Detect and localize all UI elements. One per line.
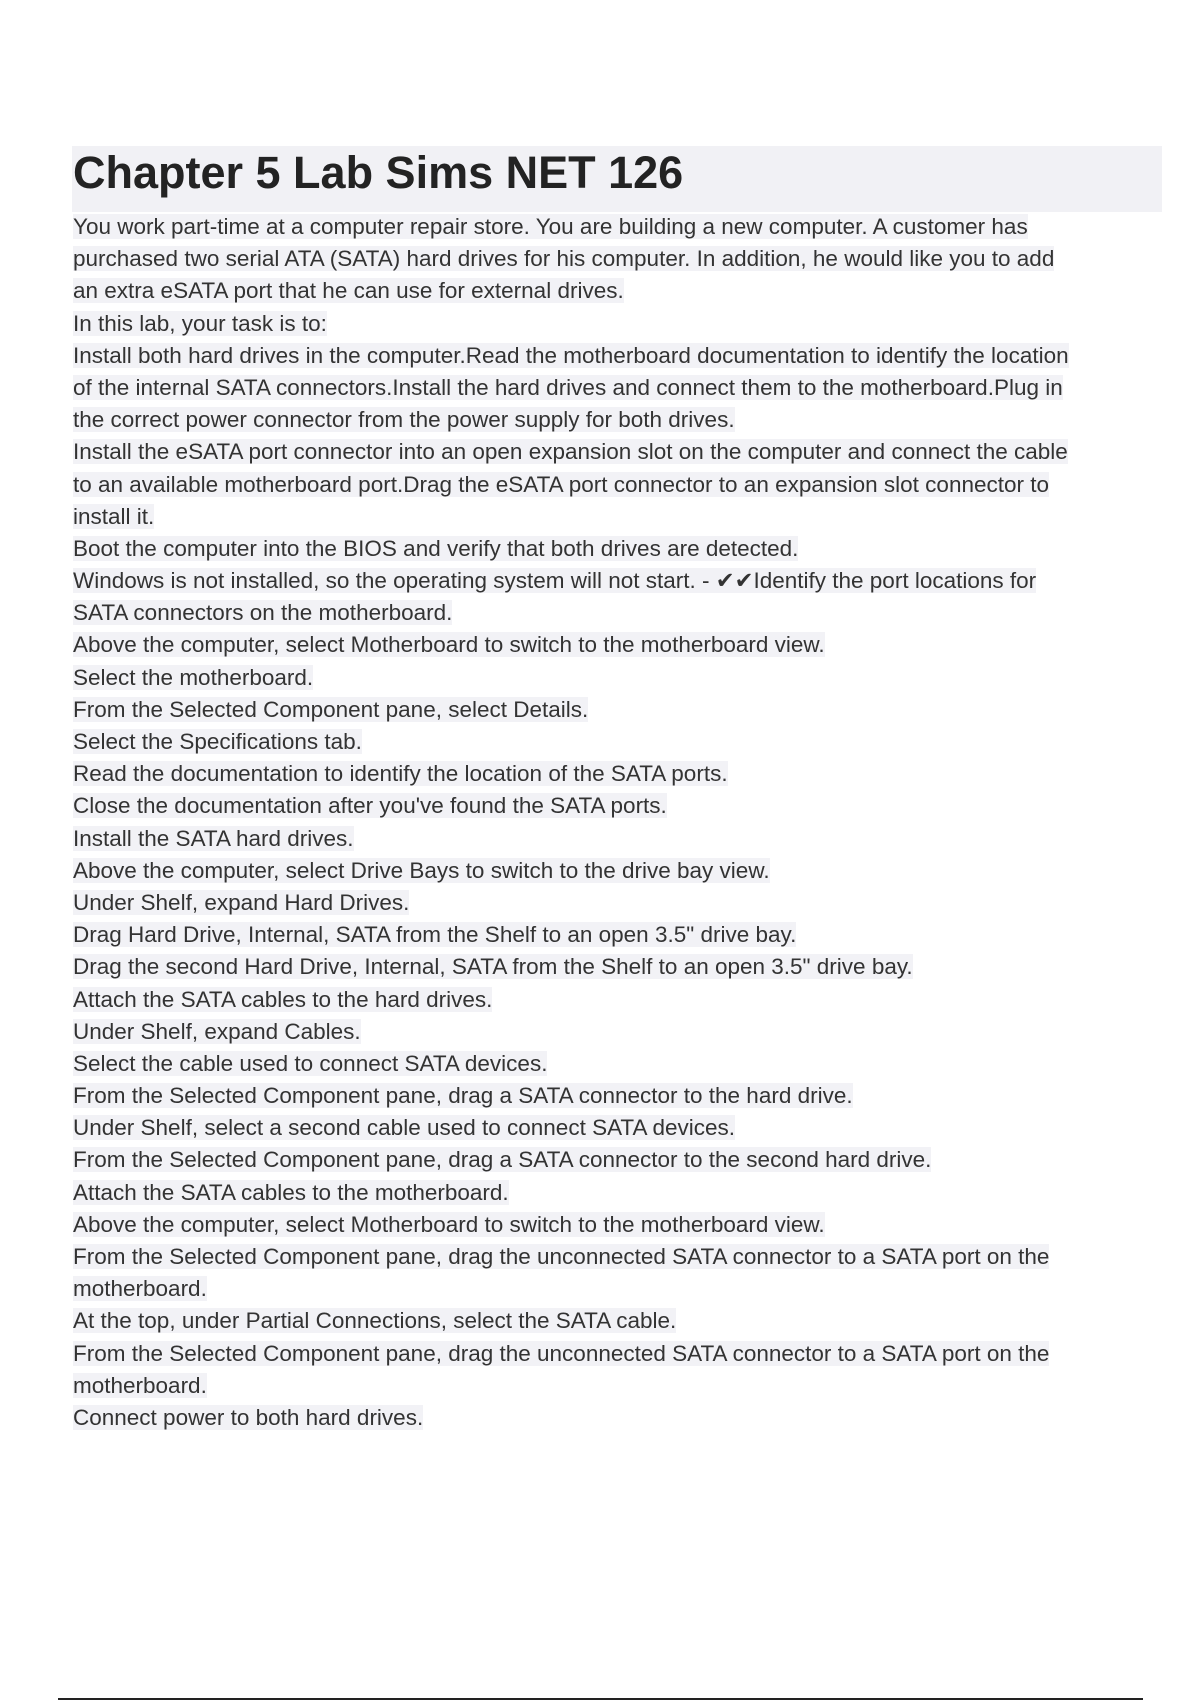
text-line (73, 565, 1163, 597)
text-line (73, 1273, 1163, 1305)
text-line-content: SATA connectors on the motherboard. (73, 600, 453, 626)
text-line-content: From the Selected Component pane, drag a SATA connector to the hard drive. (73, 1083, 853, 1109)
text-line-content: From the Selected Component pane, select Details. (73, 696, 589, 722)
text-line-content: Above the computer, select Drive Bays to switch to the drive bay view. (73, 857, 770, 883)
text-line (73, 823, 1163, 855)
text-line (73, 501, 1163, 533)
text-line-content: Select the Specifications tab. (73, 729, 362, 754)
text-line-content: Install the eSATA port connector into an open expansion slot on the computer and connect the cable (73, 439, 1068, 465)
text-line (73, 662, 1163, 694)
text-line-content: motherboard. (73, 1276, 207, 1302)
text-line (73, 340, 1163, 372)
text-line (73, 726, 1163, 758)
text-line-content: At the top, under Partial Connections, select the SATA cable. (73, 1308, 677, 1334)
text-line-content: motherboard. (73, 1372, 207, 1398)
text-line-content: Above the computer, select Motherboard to switch to the motherboard view. (73, 1211, 825, 1237)
text-line (73, 951, 1163, 983)
text-line-content: Drag the second Hard Drive, Internal, SATA from the Shelf to an open 3.5" drive bay. (73, 954, 913, 980)
text-line (73, 597, 1163, 629)
text-line-content: purchased two serial ATA (SATA) hard drives for his computer. In addition, he would like you to add (73, 246, 1055, 272)
text-line (73, 1370, 1163, 1402)
text-line-content: In this lab, your task is to: (73, 310, 327, 336)
text-line (73, 404, 1163, 436)
text-line (73, 1144, 1163, 1176)
text-line (73, 1048, 1163, 1080)
text-line (73, 469, 1163, 501)
text-line (73, 1241, 1163, 1273)
text-line-content: From the Selected Component pane, drag the unconnected SATA connector to a SATA port on the (73, 1340, 1050, 1366)
page-title: Chapter 5 Lab Sims NET 126 (73, 147, 684, 198)
text-line-content: Select the motherboard. (73, 664, 314, 690)
text-line (73, 1209, 1163, 1241)
text-line (73, 1305, 1163, 1337)
text-line-content: an extra eSATA port that he can use for external drives. (73, 278, 624, 304)
text-line (73, 790, 1163, 822)
text-line (73, 919, 1163, 951)
text-line (73, 372, 1163, 404)
text-line-content: Attach the SATA cables to the motherboard. (73, 1179, 509, 1205)
text-line (73, 758, 1163, 790)
text-line-content: Read the documentation to identify the location of the SATA ports. (73, 761, 728, 787)
text-line (73, 1080, 1163, 1112)
text-line-content: Drag Hard Drive, Internal, SATA from the Shelf to an open 3.5" drive bay. (73, 922, 797, 948)
text-line-content: Close the documentation after you've found the SATA ports. (73, 793, 667, 819)
text-line-content: of the internal SATA connectors.Install the hard drives and connect them to the motherboard.Plug in (73, 374, 1063, 400)
text-line-content: Select the cable used to connect SATA devices. (73, 1050, 548, 1076)
text-line (73, 887, 1163, 919)
text-line-content: Under Shelf, expand Hard Drives. (73, 889, 410, 915)
text-line (73, 308, 1163, 340)
text-line (73, 533, 1163, 565)
text-line-content: Install both hard drives in the computer.Read the motherboard documentation to identify the location (73, 342, 1069, 368)
text-line-content: From the Selected Component pane, drag a SATA connector to the second hard drive. (73, 1147, 932, 1173)
text-line (73, 855, 1163, 887)
text-line-content: Boot the computer into the BIOS and verify that both drives are detected. (73, 535, 799, 561)
text-line-content: Install the SATA hard drives. (73, 825, 354, 851)
text-line-content: install it. (73, 503, 155, 529)
text-line-content: Under Shelf, select a second cable used to connect SATA devices. (73, 1115, 736, 1141)
text-line (73, 1177, 1163, 1209)
document-body (73, 211, 1163, 1434)
text-line (73, 984, 1163, 1016)
text-line (73, 1112, 1163, 1144)
text-line (73, 436, 1163, 468)
text-line-content: You work part-time at a computer repair store. You are building a new computer. A customer has (73, 214, 1028, 239)
text-line (73, 1402, 1163, 1434)
text-line (73, 211, 1163, 243)
text-line (73, 275, 1163, 307)
text-line-content: Windows is not installed, so the operating system will not start. - ✔✔Identify the port locations for (73, 568, 1037, 594)
text-line-content: Attach the SATA cables to the hard drives. (73, 986, 493, 1012)
text-line-content: Under Shelf, expand Cables. (73, 1018, 361, 1044)
text-line (73, 1016, 1163, 1048)
text-line (73, 629, 1163, 661)
text-line-content: Above the computer, select Motherboard to switch to the motherboard view. (73, 632, 825, 658)
text-line-content: From the Selected Component pane, drag the unconnected SATA connector to a SATA port on the (73, 1244, 1050, 1269)
text-line-content: Connect power to both hard drives. (73, 1404, 424, 1430)
text-line (73, 694, 1163, 726)
text-line (73, 243, 1163, 275)
text-line (73, 1338, 1163, 1370)
text-line-content: the correct power connector from the power supply for both drives. (73, 407, 735, 433)
text-line-content: to an available motherboard port.Drag the eSATA port connector to an expansion slot connector to (73, 471, 1050, 497)
